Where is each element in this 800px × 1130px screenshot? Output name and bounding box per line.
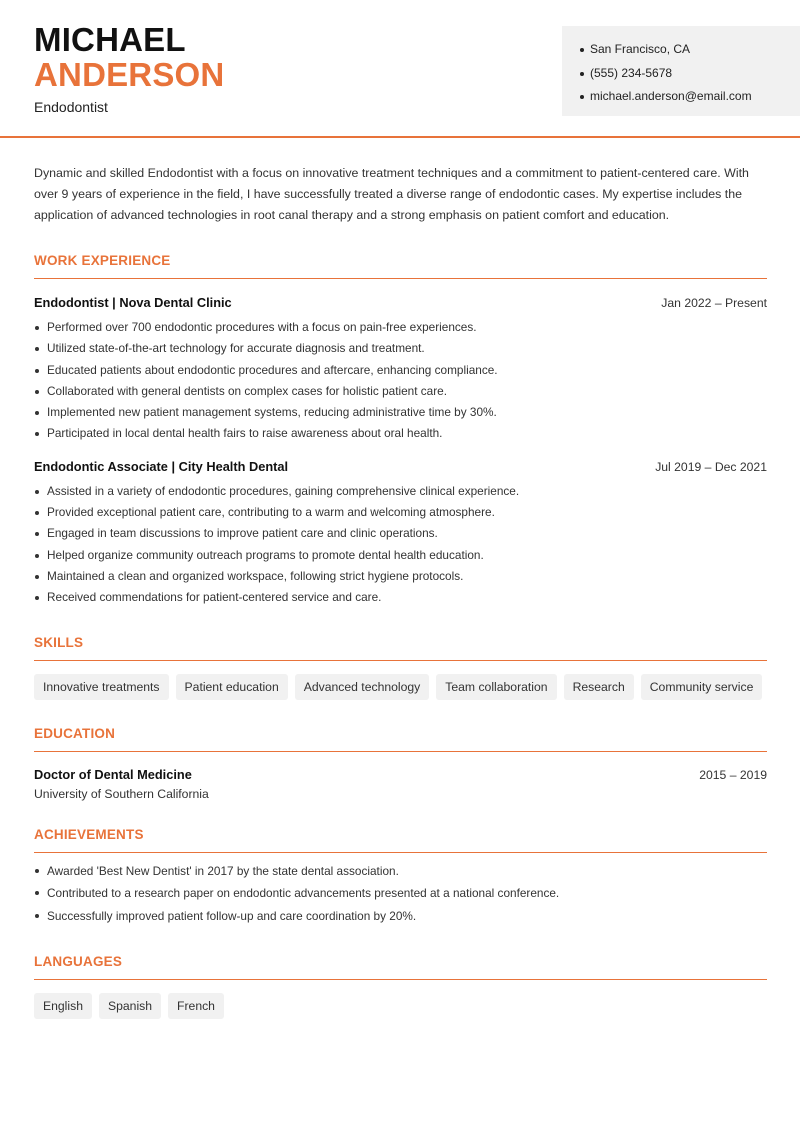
job-title-company: Endodontist | Nova Dental Clinic — [34, 295, 232, 310]
language-tag: English — [34, 993, 92, 1019]
list-item: Awarded 'Best New Dentist' in 2017 by the state dental association. — [34, 860, 767, 883]
list-item: Assisted in a variety of endodontic procedures, gaining comprehensive clinical experience. — [34, 481, 767, 502]
contact-box — [562, 26, 800, 116]
school-name: University of Southern California — [34, 786, 209, 801]
list-item: Utilized state-of-the-art technology for accurate diagnosis and treatment. — [34, 338, 767, 359]
job-title-company: Endodontic Associate | City Health Dental — [34, 458, 289, 474]
section-heading-languages: LANGUAGES — [34, 954, 767, 980]
language-tag: Spanish — [99, 993, 161, 1019]
list-item: Received commendations for patient-centered service and care. — [34, 587, 767, 608]
skill-tag: Patient education — [176, 674, 288, 700]
first-name: MICHAEL — [34, 21, 186, 58]
section-heading-education: EDUCATION — [34, 726, 767, 752]
skill-tag: Community service — [641, 674, 763, 700]
list-item: Educated patients about endodontic procedures and aftercare, enhancing compliance. — [34, 360, 767, 381]
skill-tag: Research — [564, 674, 634, 700]
resume-header — [0, 0, 800, 138]
contact-location: San Francisco, CA — [580, 38, 800, 62]
list-item: Provided exceptional patient care, contributing to a warm and welcoming atmosphere. — [34, 502, 767, 523]
degree-name: Doctor of Dental Medicine — [34, 766, 192, 782]
skill-tag: Advanced technology — [295, 674, 430, 700]
skill-tag: Team collaboration — [436, 674, 556, 700]
achievements-list — [34, 860, 767, 928]
language-tags — [34, 993, 767, 1019]
job-bullets — [34, 481, 767, 609]
section-heading-work: WORK EXPERIENCE — [34, 253, 767, 279]
list-item: Engaged in team discussions to improve patient care and clinic operations. — [34, 523, 767, 544]
candidate-name — [34, 22, 224, 92]
list-item: Contributed to a research paper on endodontic advancements presented at a national conference. — [34, 882, 767, 905]
job-entry — [34, 295, 767, 310]
job-entry — [34, 459, 767, 474]
job-bullets — [34, 317, 767, 445]
job-dates: Jul 2019 – Dec 2021 — [655, 459, 767, 474]
list-item: Maintained a clean and organized workspace, following strict hygiene protocols. — [34, 566, 767, 587]
section-heading-skills: SKILLS — [34, 635, 767, 661]
skill-tag: Innovative treatments — [34, 674, 169, 700]
skills-tags — [34, 674, 767, 700]
list-item: Performed over 700 endodontic procedures with a focus on pain-free experiences. — [34, 317, 767, 338]
job-dates: Jan 2022 – Present — [661, 296, 767, 310]
resume-body — [34, 138, 767, 1019]
list-item: Collaborated with general dentists on complex cases for holistic patient care. — [34, 381, 767, 402]
last-name: ANDERSON — [34, 56, 225, 93]
list-item: Participated in local dental health fairs to raise awareness about oral health. — [34, 423, 767, 444]
contact-phone: (555) 234-5678 — [580, 62, 800, 86]
section-heading-achievements: ACHIEVEMENTS — [34, 827, 767, 853]
education-entry — [34, 767, 767, 782]
list-item: Implemented new patient management systems, reducing administrative time by 30%. — [34, 402, 767, 423]
summary-paragraph: Dynamic and skilled Endodontist with a focus on innovative treatment techniques and a commitment to patient-centered care. With over 9 years of experience in the field, I have successfully treated a diverse range of endodontic cases. My expertise includes the application of advanced technologies in root canal therapy and a strong emphasis on patient comfort and education. — [34, 166, 749, 222]
education-dates: 2015 – 2019 — [699, 767, 767, 782]
contact-email[interactable]: michael.anderson@email.com — [580, 85, 800, 109]
language-tag: French — [168, 993, 224, 1019]
list-item: Helped organize community outreach programs to promote dental health education. — [34, 545, 767, 566]
job-title: Endodontist — [34, 99, 108, 115]
list-item: Successfully improved patient follow-up and care coordination by 20%. — [34, 905, 767, 928]
